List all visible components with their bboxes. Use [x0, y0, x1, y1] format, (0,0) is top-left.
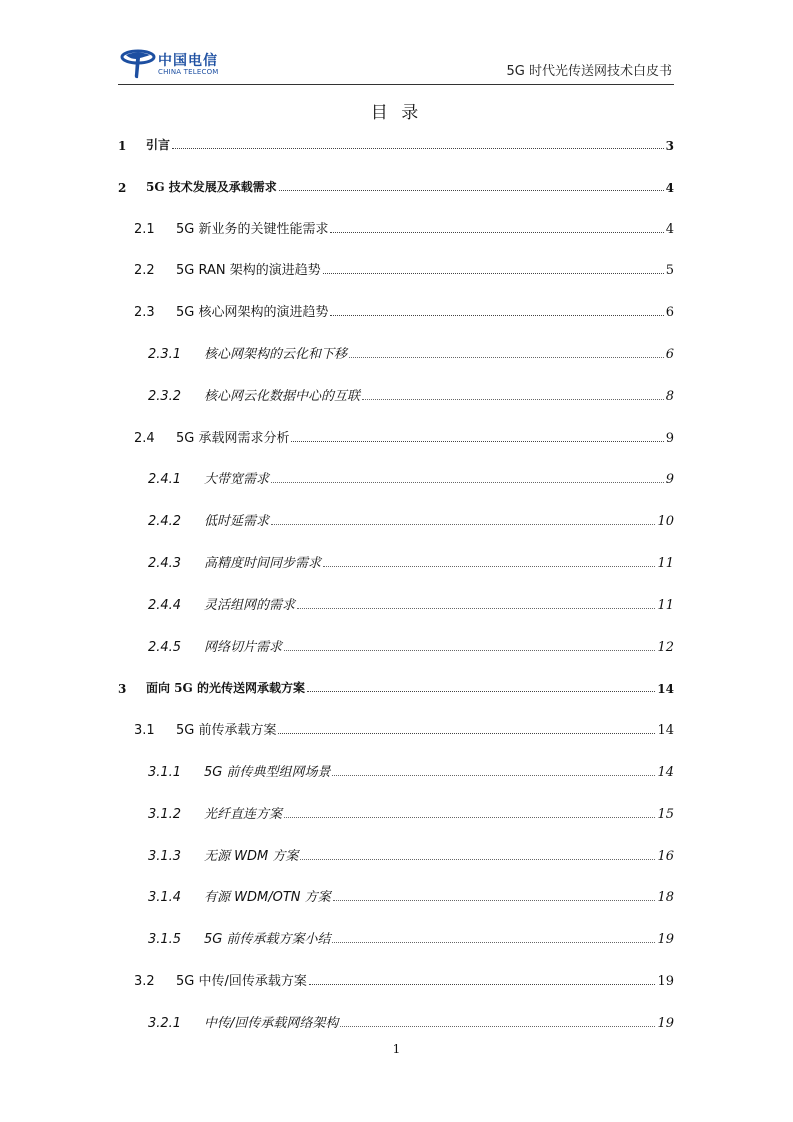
- page-number: 1: [392, 1042, 401, 1056]
- toc-entry-title: 5G 核心网架构的演进趋势: [176, 305, 329, 321]
- dot-leader: [172, 147, 664, 149]
- dot-leader: [309, 983, 656, 985]
- toc-entry-number: 2.3.2: [148, 388, 182, 404]
- toc-entry-number: 3.1.4: [148, 890, 182, 906]
- toc-entry[interactable]: [118, 133, 674, 153]
- toc-entry-number: 2.4.1: [148, 472, 182, 488]
- toc-entry-number: 2.4: [134, 430, 155, 446]
- toc-entry-page: 14: [657, 723, 674, 739]
- toc-entry-page: 5: [665, 263, 674, 279]
- toc-entry-title: 中传/回传承载网络架构: [204, 1015, 339, 1031]
- toc-entry-title: 高精度时间同步需求: [204, 556, 322, 571]
- toc-entry[interactable]: [118, 927, 674, 947]
- toc-entry-number: 2.4.2: [148, 514, 182, 530]
- toc-entry[interactable]: [118, 676, 674, 696]
- toc-entry-number: 1: [118, 139, 127, 153]
- toc-entry-page: 18: [657, 890, 674, 906]
- toc-entry-page: 16: [657, 848, 674, 864]
- toc-entry-title: 无源 WDM 方案: [204, 848, 299, 864]
- toc-entry-number: 2.2: [134, 263, 155, 279]
- toc-entry-title: 灵活组网的需求: [204, 597, 296, 613]
- toc-entry-number: 3.1.2: [148, 806, 182, 822]
- dot-leader: [271, 523, 655, 525]
- dot-leader: [323, 272, 664, 274]
- toc-entry[interactable]: [118, 635, 674, 655]
- dot-leader: [332, 774, 655, 776]
- dot-leader: [323, 565, 655, 567]
- dot-leader: [284, 816, 655, 818]
- logo-english-text: CHINA TELECOM: [158, 68, 219, 76]
- toc-entry-title: 5G 前传承载方案: [176, 723, 277, 739]
- toc-entry-page: 14: [657, 682, 674, 697]
- toc-entry-number: 2.4.5: [148, 639, 182, 655]
- toc-entry-title: 大带宽需求: [204, 472, 270, 488]
- toc-entry[interactable]: [118, 885, 674, 905]
- toc-entry-page: 11: [657, 597, 674, 613]
- toc-entry-page: 19: [657, 932, 674, 948]
- dot-leader: [333, 899, 656, 901]
- toc-entry[interactable]: [118, 467, 674, 487]
- toc-entry-page: 4: [665, 180, 674, 195]
- toc-entry[interactable]: [118, 1011, 674, 1031]
- dot-leader: [330, 231, 663, 233]
- dot-leader: [362, 398, 664, 400]
- dot-leader: [349, 356, 664, 358]
- toc-entry-title: 有源 WDM/OTN 方案: [204, 890, 331, 906]
- toc-entry[interactable]: [118, 217, 674, 237]
- toc-entry-page: 14: [657, 765, 674, 780]
- dot-leader: [278, 732, 655, 734]
- dot-leader: [284, 649, 655, 651]
- dot-leader: [307, 690, 655, 692]
- toc-entry-page: 6: [665, 347, 674, 362]
- toc-entry-number: 2.4.3: [148, 556, 182, 571]
- toc-entry[interactable]: [118, 175, 674, 195]
- toc-entry[interactable]: [118, 509, 674, 529]
- dot-leader: [300, 858, 655, 860]
- toc-entry[interactable]: [118, 300, 674, 320]
- page-header: [118, 44, 674, 85]
- toc-entry-number: 2.3: [134, 305, 155, 321]
- toc-entry-number: 3.2: [134, 974, 155, 989]
- logo-chinese-text: 中国电信: [158, 53, 218, 69]
- toc-entry[interactable]: [118, 258, 674, 278]
- toc-entry-page: 4: [665, 221, 674, 237]
- dot-leader: [340, 1025, 655, 1027]
- toc-entry-title: 5G 中传/回传承载方案: [176, 974, 307, 989]
- toc-entry[interactable]: [118, 342, 674, 362]
- toc-entry-title: 5G 技术发展及承载需求: [146, 179, 277, 194]
- toc-entry-number: 2.3.1: [148, 347, 182, 362]
- dot-leader: [271, 481, 664, 483]
- toc-entry-page: 6: [665, 305, 674, 321]
- toc-entry[interactable]: [118, 802, 674, 822]
- toc-entry-title: 网络切片需求: [204, 639, 283, 655]
- toc-entry[interactable]: [118, 551, 674, 571]
- toc-entry-page: 10: [657, 514, 674, 530]
- toc-entry-title: 5G 前传承载方案小结: [204, 932, 331, 948]
- toc-heading: 目 录: [370, 103, 423, 123]
- toc-entry-number: 3.1: [134, 723, 155, 739]
- toc-entry-page: 19: [657, 1015, 674, 1031]
- toc-entry-title: 5G 承载网需求分析: [176, 430, 290, 446]
- telecom-swirl-icon: [120, 46, 156, 80]
- toc-entry-title: 低时延需求: [204, 514, 270, 530]
- toc-entry-title: 引言: [146, 138, 171, 152]
- toc-entry-title: 光纤直连方案: [204, 806, 283, 822]
- toc-entry-title: 核心网架构的云化和下移: [204, 347, 348, 362]
- toc-entry[interactable]: [118, 426, 674, 446]
- toc-entry-page: 3: [665, 139, 674, 153]
- dot-leader: [330, 314, 663, 316]
- toc-entry-number: 2.1: [134, 221, 155, 237]
- toc-entry-page: 11: [657, 556, 674, 571]
- toc-entry-title: 5G 前传典型组网场景: [204, 765, 331, 780]
- toc-entry[interactable]: [118, 593, 674, 613]
- toc-entry-page: 19: [657, 974, 674, 989]
- document-title: 5G 时代光传送网技术白皮书: [506, 64, 672, 79]
- toc-entry-number: 3: [118, 682, 127, 697]
- toc-entry-number: 3.1.5: [148, 932, 182, 948]
- toc-entry-page: 12: [657, 639, 674, 655]
- toc-entry-title: 核心网云化数据中心的互联: [204, 388, 361, 404]
- toc-entry-page: 15: [657, 806, 674, 822]
- toc-entry-title: 5G 新业务的关键性能需求: [176, 221, 329, 237]
- toc-entry-page: 8: [665, 388, 674, 404]
- toc-entry-number: 3.2.1: [148, 1015, 182, 1031]
- toc-entry[interactable]: [118, 844, 674, 864]
- toc-entry-page: 9: [665, 472, 674, 488]
- toc-entry-title: 面向 5G 的光传送网承载方案: [146, 681, 305, 696]
- toc-entry[interactable]: [118, 384, 674, 404]
- toc-entry-number: 2.4.4: [148, 597, 182, 613]
- toc-entry-number: 2: [118, 180, 127, 195]
- toc-entry-number: 3.1.1: [148, 765, 182, 780]
- toc-entry-number: 3.1.3: [148, 848, 182, 864]
- toc-entry-page: 9: [665, 430, 674, 446]
- toc-entry[interactable]: [118, 969, 674, 989]
- dot-leader: [291, 440, 663, 442]
- toc-entry[interactable]: [118, 718, 674, 738]
- toc-entry[interactable]: [118, 760, 674, 780]
- dot-leader: [279, 189, 664, 191]
- dot-leader: [297, 607, 655, 609]
- china-telecom-logo: [120, 46, 230, 80]
- toc-entry-title: 5G RAN 架构的演进趋势: [176, 263, 321, 279]
- dot-leader: [332, 941, 655, 943]
